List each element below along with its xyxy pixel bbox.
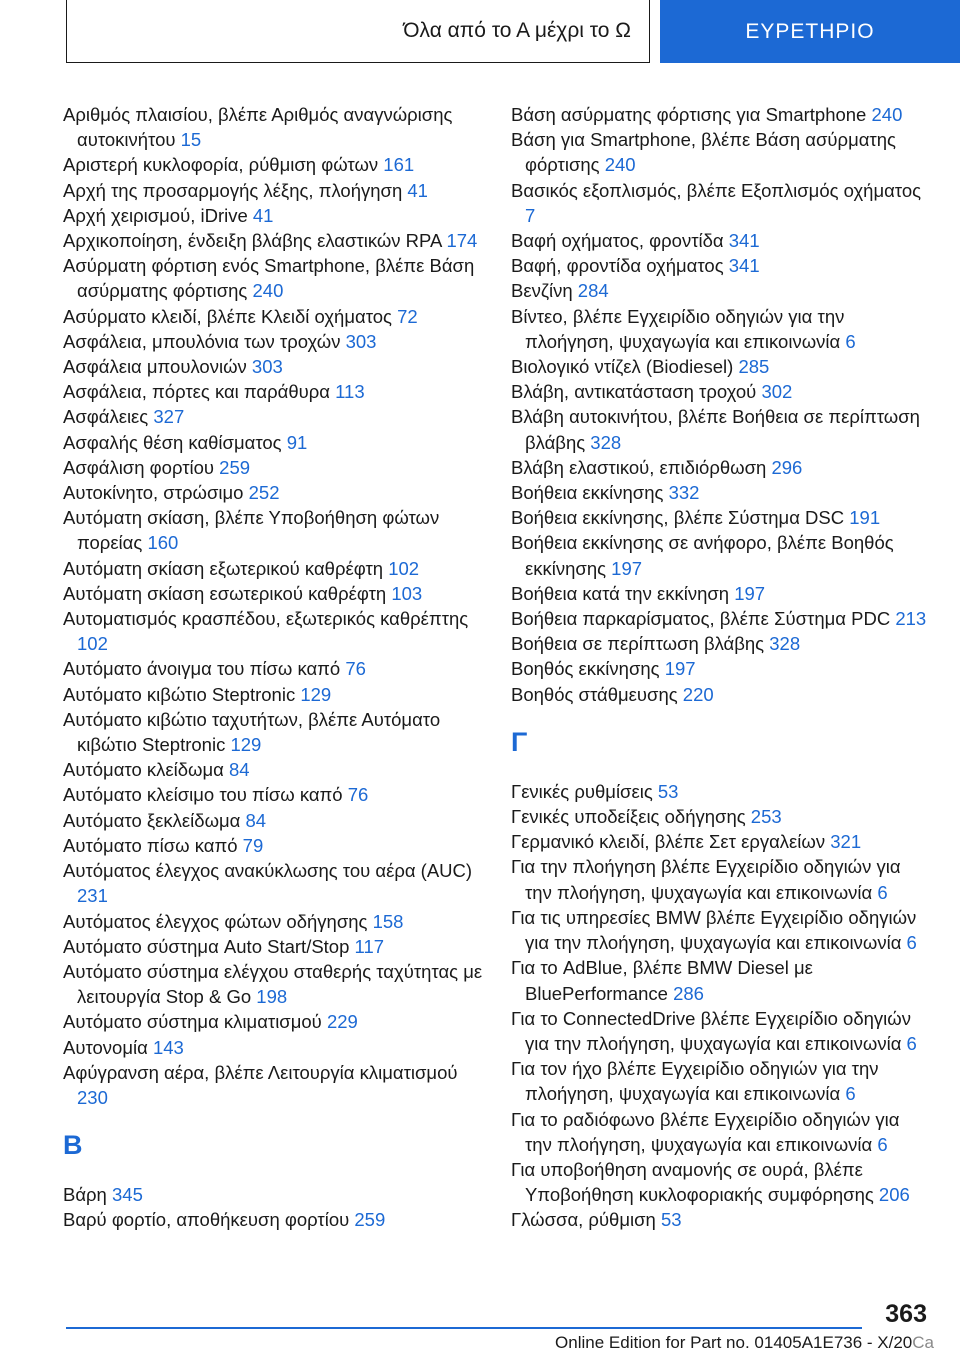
index-letter-heading: Γ — [511, 726, 528, 757]
index-entry-text: Αυτοκίνητο, στρώσιμο — [63, 482, 244, 504]
index-column-left — [63, 102, 493, 1233]
footer — [0, 1333, 934, 1353]
index-entry — [511, 505, 931, 530]
index-entry-text: Βοήθεια εκκίνησης — [511, 482, 664, 504]
index-entry-text: Αυτόματο ξεκλείδωμα — [63, 809, 241, 831]
index-entry-text: Αυτοματισμός κρασπέδου, εξωτερικός καθρέπτης — [63, 608, 469, 630]
index-entry-text: Αυτόματο σύστημα κλιματισμού — [63, 1011, 322, 1033]
page-number: 363 — [885, 1300, 927, 1328]
index-entry-page-link[interactable]: 220 — [682, 683, 714, 705]
index-entry-text: Βλάβη, αντικατάσταση τροχού — [511, 381, 757, 403]
index-entry-page-link[interactable]: 332 — [668, 482, 700, 504]
index-entry-text: Βαφή, φροντίδα οχήματος — [511, 255, 724, 277]
index-entry — [63, 228, 493, 253]
index-entry-text: Ασύρματο κλειδί, βλέπε Κλειδί οχήματος — [63, 305, 392, 327]
index-entry — [63, 102, 493, 152]
index-entry — [511, 1157, 931, 1207]
index-entry — [511, 905, 931, 955]
index-entry-text: Βοήθεια σε περίπτωση βλάβης — [511, 633, 765, 655]
index-entry-text: Βίντεο, βλέπε Εγχειρίδιο οδηγιών για την πλοήγηση, ψυχαγωγία και επικοινωνία — [511, 305, 845, 352]
index-entry-page-link[interactable]: 231 — [77, 885, 108, 907]
index-entry-text: Βοηθός εκκίνησης — [511, 658, 660, 680]
index-entry — [63, 178, 493, 203]
index-entry — [63, 480, 493, 505]
index-entry-text: Αυτόματο πίσω καπό — [63, 834, 238, 856]
index-entry-text: Βασικός εξοπλισμός, βλέπε Εξοπλισμός οχήματος — [511, 179, 922, 201]
index-entry-page-link[interactable]: 103 — [391, 582, 423, 604]
index-entry — [63, 656, 493, 681]
index-entry — [511, 631, 931, 656]
index-entry-page-link[interactable]: 72 — [397, 305, 418, 327]
index-entry-page-link[interactable]: 206 — [878, 1184, 910, 1206]
index-entry-page-link[interactable]: 6 — [845, 1083, 856, 1105]
index-entry-page-link[interactable]: 6 — [906, 1032, 917, 1054]
index-entry — [511, 682, 931, 707]
index-entry-text: Αρχή της προσαρμογής λέξης, πλοήγηση — [63, 179, 403, 201]
index-entry — [63, 253, 493, 303]
index-entry-page-link[interactable]: 84 — [245, 809, 267, 831]
index-entry — [511, 656, 931, 681]
index-entry-page-link[interactable]: 328 — [590, 431, 622, 453]
index-entry — [63, 934, 493, 959]
index-entry-text: Ασφάλιση φορτίου — [63, 456, 215, 478]
index-entry-text: Για το AdBlue, βλέπε BMW Diesel με BluePerformance — [511, 957, 813, 1004]
index-entry-text: Γλώσσα, ρύθμιση — [511, 1209, 656, 1231]
index-entry — [63, 1182, 493, 1207]
index-entry-page-link[interactable]: 286 — [673, 982, 704, 1004]
index-entry-text: Αυτόματο κλείδωμα — [63, 759, 224, 781]
index-entry-page-link[interactable]: 198 — [256, 986, 288, 1008]
index-entry-page-link[interactable]: 76 — [345, 658, 366, 680]
index-entry-text: Αυτόματο σύστημα Auto Start/Stop — [63, 935, 350, 957]
index-entry-text: Αυτόματος έλεγχος ανακύκλωσης του αέρα (AUC) — [63, 860, 473, 882]
index-entry-page-link[interactable]: 161 — [383, 154, 415, 176]
index-entry — [511, 404, 931, 454]
index-entry-page-link[interactable]: 113 — [335, 381, 365, 403]
index-entry-page-link[interactable]: 302 — [761, 381, 793, 403]
index-entry-page-link[interactable]: 102 — [77, 633, 108, 655]
index-entry-text: Αυτονομία — [63, 1036, 148, 1058]
index-entry-page-link[interactable]: 41 — [407, 179, 428, 201]
section-tab-a-to-z-label: Όλα από το Α μέχρι το Ω — [403, 19, 631, 42]
index-entry-page-link[interactable]: 6 — [906, 932, 917, 954]
index-entry — [63, 329, 493, 354]
index-entry-text: Βενζίνη — [511, 280, 573, 302]
index-entry-text: Ασφάλεια, μπουλόνια των τροχών — [63, 330, 341, 352]
index-entry-page-link[interactable]: 240 — [252, 280, 284, 302]
index-entry — [63, 833, 493, 858]
index-entry-page-link[interactable]: 213 — [895, 608, 927, 630]
index-entry — [511, 581, 931, 606]
index-entry — [511, 127, 931, 177]
index-entry-page-link[interactable]: 6 — [877, 881, 888, 903]
index-entry-text: Αυτόματος έλεγχος φώτων οδήγησης — [63, 910, 368, 932]
index-entry — [511, 228, 931, 253]
footer-divider — [66, 1327, 862, 1329]
section-tab-index[interactable] — [660, 0, 960, 63]
index-entry-text: Για το ραδιόφωνο βλέπε Εγχειρίδιο οδηγιών για την πλοήγηση, ψυχαγωγία και επικοινωνία — [511, 1108, 900, 1155]
index-entry-text: Ασφαλής θέση καθίσματος — [63, 431, 282, 453]
index-entry — [63, 581, 493, 606]
index-entry-page-link[interactable]: 6 — [845, 330, 856, 352]
index-entry-text: Βοήθεια εκκίνησης σε ανήφορο, βλέπε Βοηθός εκκίνησης — [511, 532, 894, 579]
index-entry-text: Αρχικοποίηση, ένδειξη βλάβης ελαστικών RPA — [63, 230, 442, 252]
index-entry — [511, 278, 931, 303]
index-entry-page-link[interactable]: 296 — [771, 456, 803, 478]
index-entry — [511, 779, 931, 804]
index-entry — [63, 379, 493, 404]
index-entry-text: Βοηθός στάθμευσης — [511, 683, 678, 705]
index-entry-text: Αυτόματη σκίαση, βλέπε Υποβοήθηση φώτων πορείας — [63, 507, 440, 554]
index-entry — [511, 530, 931, 580]
index-entry-page-link[interactable]: 240 — [871, 104, 903, 125]
index-entry-text: Αρχή χειρισμού, iDrive — [63, 204, 248, 226]
index-entry-text: Αυτόματη σκίαση εσωτερικού καθρέφτη — [63, 582, 387, 604]
index-entry-page-link[interactable]: 160 — [147, 532, 179, 554]
index-entry — [511, 829, 931, 854]
index-entry-text: Αριθμός πλαισίου, βλέπε Αριθμός αναγνώρισης αυτοκινήτου — [63, 104, 453, 151]
index-entry-page-link[interactable]: 158 — [372, 910, 404, 932]
index-entry-text: Βλάβη αυτοκινήτου, βλέπε Βοήθεια σε περίπτωση βλάβης — [511, 406, 920, 453]
index-entry-page-link[interactable]: 6 — [877, 1133, 888, 1155]
index-entry-text: Γερμανικό κλειδί, βλέπε Σετ εργαλείων — [511, 831, 826, 853]
index-entry-page-link[interactable]: 117 — [354, 935, 385, 957]
index-entry-page-link[interactable]: 91 — [286, 431, 308, 453]
index-entry — [511, 379, 931, 404]
index-entry — [63, 556, 493, 581]
index-entry-text: Βάση ασύρματης φόρτισης για Smartphone — [511, 104, 867, 125]
index-entry-text: Αριστερή κυκλοφορία, ρύθμιση φώτων — [63, 154, 379, 176]
index-entry-text: Βάρη — [63, 1184, 107, 1206]
index-entry — [511, 1006, 931, 1056]
index-entry-text: Ασφάλεια, πόρτες και παράθυρα — [63, 381, 330, 403]
index-entry — [511, 1107, 931, 1157]
index-entry-text: Για τις υπηρεσίες BMW βλέπε Εγχειρίδιο οδηγιών για την πλοήγηση, ψυχαγωγία και επικοινωνία — [511, 906, 917, 954]
index-entry-text: Αυτόματο σύστημα ελέγχου σταθερής ταχύτητας με λειτουργία Stop & Go — [63, 960, 483, 1008]
index-entry-text: Αυτόματο άνοιγμα του πίσω καπό — [63, 658, 341, 680]
index-entry — [63, 707, 493, 757]
index-entry-page-link[interactable]: 53 — [657, 780, 679, 802]
index-entry-page-link[interactable]: 15 — [180, 129, 202, 151]
index-entry-page-link[interactable]: 197 — [611, 557, 643, 579]
index-letter-heading: Β — [63, 1130, 83, 1161]
index-entry — [63, 909, 493, 934]
index-entry — [511, 854, 931, 904]
index-entry — [63, 404, 493, 429]
footer-watermark: Ca — [912, 1333, 934, 1352]
index-entry-page-link[interactable]: 143 — [152, 1036, 184, 1058]
index-entry-page-link[interactable]: 285 — [738, 356, 770, 378]
index-entry — [63, 1035, 493, 1060]
index-entry — [511, 304, 931, 354]
index-entry — [63, 203, 493, 228]
index-entry-page-link[interactable]: 240 — [604, 154, 636, 176]
index-entry — [511, 102, 931, 127]
index-entry-text: Γενικές υποδείξεις οδήγησης — [511, 806, 746, 828]
index-entry-text: Ασφάλεια μπουλονιών — [63, 356, 247, 378]
index-entry — [511, 253, 931, 278]
index-entry-page-link[interactable]: 341 — [728, 230, 760, 252]
index-entry-page-link[interactable]: 303 — [251, 356, 283, 378]
index-entry-page-link[interactable]: 259 — [354, 1209, 386, 1231]
index-entry-page-link[interactable]: 191 — [849, 507, 881, 529]
index-entry — [511, 480, 931, 505]
index-entry — [63, 959, 493, 1009]
index-entry-text: Γενικές ρυθμίσεις — [511, 780, 653, 802]
index-entry-page-link[interactable]: 303 — [345, 330, 377, 352]
index-entry — [511, 354, 931, 379]
index-entry — [63, 152, 493, 177]
index-entry — [511, 1056, 931, 1106]
index-entry — [63, 1207, 493, 1232]
index-entry-page-link[interactable]: 284 — [577, 280, 609, 302]
index-entry-text: Αυτόματη σκίαση εξωτερικού καθρέφτη — [63, 557, 384, 579]
index-entry-page-link[interactable]: 321 — [830, 831, 862, 853]
index-entry-text: Ασφάλειες — [63, 406, 149, 428]
index-entry — [63, 1009, 493, 1034]
index-entry — [511, 955, 931, 1005]
index-entry-page-link[interactable]: 102 — [388, 557, 420, 579]
index-entry-page-link[interactable]: 197 — [734, 582, 766, 604]
index-entry — [511, 178, 931, 228]
index-entry-page-link[interactable]: 327 — [153, 406, 185, 428]
index-entry — [63, 304, 493, 329]
index-entry-page-link[interactable]: 41 — [252, 204, 274, 226]
index-entry-page-link[interactable]: 259 — [219, 456, 251, 478]
index-entry-text: Βοήθεια παρκαρίσματος, βλέπε Σύστημα PDC — [511, 608, 891, 630]
index-entry-text: Βάση για Smartphone, βλέπε Βάση ασύρματης φόρτισης — [511, 129, 896, 176]
index-entry-text: Αυτόματο κλείσιμο του πίσω καπό — [63, 784, 343, 806]
index-entry-text: Βιολογικό ντίζελ (Biodiesel) — [511, 356, 734, 378]
index-entry — [511, 1207, 931, 1232]
index-entry-page-link[interactable]: 79 — [242, 834, 264, 856]
index-entry — [63, 1060, 493, 1110]
index-entry-text: Για υποβοήθηση αναμονής σε ουρά, βλέπε Υποβοήθηση κυκλοφοριακής συμφόρησης — [511, 1158, 874, 1206]
index-entry-page-link[interactable]: 129 — [300, 683, 332, 705]
index-entry — [63, 858, 493, 908]
index-entry — [63, 455, 493, 480]
index-entry — [511, 804, 931, 829]
index-entry-page-link[interactable]: 53 — [660, 1209, 682, 1231]
index-entry-text: Αυτόματο κιβώτιο ταχυτήτων, βλέπε Αυτόματο κιβώτιο Steptronic — [63, 708, 441, 756]
index-entry — [63, 757, 493, 782]
footer-edition: Online Edition for Part no. 01405A1E736 - X/20 — [555, 1333, 913, 1352]
index-entry — [511, 455, 931, 480]
index-entry-text: Για το ConnectedDrive βλέπε Εγχειρίδιο οδηγιών για την πλοήγηση, ψυχαγωγία και επικοινωνία — [511, 1007, 911, 1054]
index-entry — [63, 682, 493, 707]
index-entry — [511, 606, 931, 631]
index-entry — [63, 808, 493, 833]
index-entry-page-link[interactable]: 341 — [728, 255, 760, 277]
index-entry-page-link[interactable]: 197 — [664, 658, 696, 680]
index-entry-page-link[interactable]: 7 — [525, 204, 536, 226]
index-entry-text: Βοήθεια εκκίνησης, βλέπε Σύστημα DSC — [511, 507, 845, 529]
index-entry-text: Ασύρματη φόρτιση ενός Smartphone, βλέπε Βάση ασύρματης φόρτισης — [63, 255, 475, 302]
index-entry — [63, 606, 493, 656]
index-entry-text: Βαρύ φορτίο, αποθήκευση φορτίου — [63, 1209, 350, 1231]
index-entry-page-link[interactable]: 129 — [230, 734, 262, 756]
index-entry-page-link[interactable]: 230 — [77, 1086, 108, 1108]
index-entry — [63, 782, 493, 807]
index-entry-page-link[interactable]: 252 — [248, 482, 280, 504]
section-tab-index-label: ΕΥΡΕΤΗΡΙΟ — [745, 19, 875, 43]
index-entry-page-link[interactable]: 76 — [347, 784, 369, 806]
index-entry — [63, 354, 493, 379]
index-entry-text: Βαφή οχήματος, φροντίδα — [511, 230, 724, 252]
index-entry — [63, 430, 493, 455]
index-entry-text: Βοήθεια κατά την εκκίνηση — [511, 582, 730, 604]
index-entry-text: Βλάβη ελαστικού, επιδιόρθωση — [511, 456, 767, 478]
index-entry-page-link[interactable]: 174 — [446, 230, 478, 252]
index-entry-page-link[interactable]: 229 — [326, 1011, 358, 1033]
index-entry-text: Αφύγρανση αέρα, βλέπε Λειτουργία κλιματισμού — [63, 1061, 458, 1083]
index-entry-page-link[interactable]: 84 — [228, 759, 250, 781]
index-entry-page-link[interactable]: 345 — [112, 1184, 143, 1206]
section-tab-a-to-z[interactable] — [66, 0, 650, 63]
index-entry-page-link[interactable]: 328 — [769, 633, 801, 655]
index-entry-text: Για την πλοήγηση βλέπε Εγχειρίδιο οδηγιών για την πλοήγηση, ψυχαγωγία και επικοινωνία — [511, 856, 901, 903]
index-entry — [63, 505, 493, 555]
index-entry-page-link[interactable]: 253 — [750, 806, 782, 828]
index-entry-text: Για τον ήχο βλέπε Εγχειρίδιο οδηγιών για την πλοήγηση, ψυχαγωγία και επικοινωνία — [511, 1058, 879, 1105]
index-entry-text: Αυτόματο κιβώτιο Steptronic — [63, 683, 296, 705]
index-column-right — [511, 102, 931, 1233]
